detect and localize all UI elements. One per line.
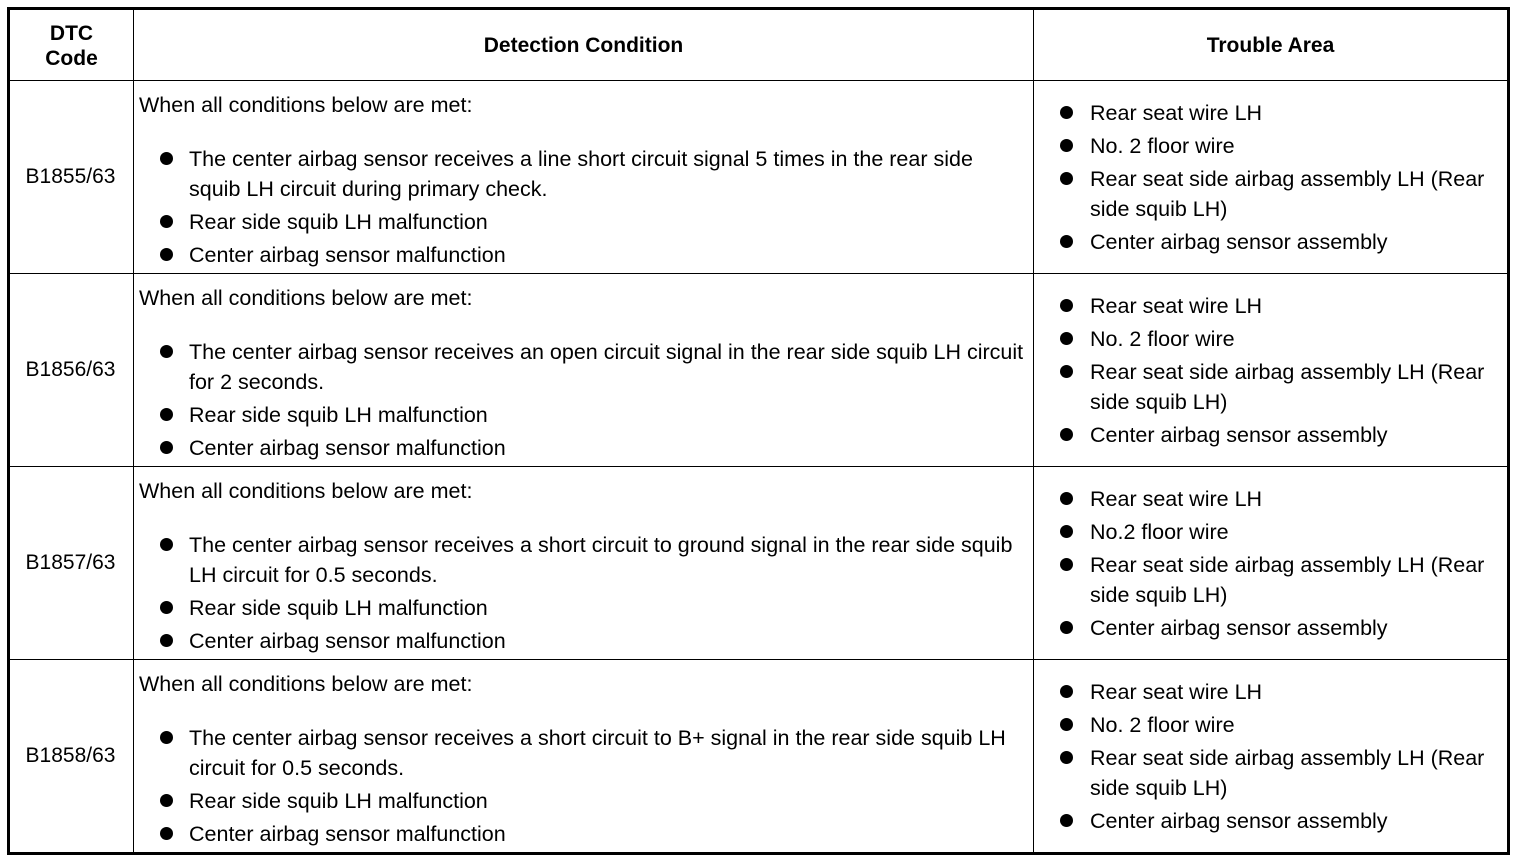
table-row <box>9 660 1509 854</box>
condition-list <box>139 723 1029 849</box>
condition-item: Center airbag sensor malfunction <box>139 240 1029 270</box>
condition-item: The center airbag sensor receives a line short circuit signal 5 times in the rear side squib LH circuit during primary check. <box>139 144 1029 204</box>
trouble-area-item: Center airbag sensor assembly <box>1040 420 1503 450</box>
trouble-area-item: No. 2 floor wire <box>1040 710 1503 740</box>
detection-condition-cell <box>134 467 1034 660</box>
trouble-area-item: Center airbag sensor assembly <box>1040 227 1503 257</box>
condition-intro: When all conditions below are met: <box>139 479 473 503</box>
condition-list <box>139 144 1029 270</box>
header-detection-condition: Detection Condition <box>134 9 1034 81</box>
detection-condition-cell <box>134 81 1034 274</box>
condition-list <box>139 337 1029 463</box>
table-row <box>9 467 1509 660</box>
dtc-code-cell: B1857/63 <box>9 467 134 660</box>
condition-item: Rear side squib LH malfunction <box>139 400 1029 430</box>
condition-item: Rear side squib LH malfunction <box>139 207 1029 237</box>
detection-condition-cell <box>134 274 1034 467</box>
condition-intro: When all conditions below are met: <box>139 672 473 696</box>
trouble-area-cell <box>1034 274 1509 467</box>
condition-intro: When all conditions below are met: <box>139 93 473 117</box>
trouble-area-item: Rear seat side airbag assembly LH (Rear side squib LH) <box>1040 357 1503 417</box>
trouble-area-cell <box>1034 467 1509 660</box>
table-body <box>9 81 1509 854</box>
trouble-area-item: No. 2 floor wire <box>1040 131 1503 161</box>
condition-item: Rear side squib LH malfunction <box>139 593 1029 623</box>
trouble-area-list <box>1040 291 1503 450</box>
header-dtc-code <box>9 9 134 81</box>
header-row <box>9 9 1509 81</box>
condition-item: The center airbag sensor receives a short circuit to ground signal in the rear side squib LH circuit for 0.5 seconds. <box>139 530 1029 590</box>
condition-item: Rear side squib LH malfunction <box>139 786 1029 816</box>
trouble-area-cell <box>1034 660 1509 854</box>
condition-item: Center airbag sensor malfunction <box>139 626 1029 656</box>
trouble-area-item: No.2 floor wire <box>1040 517 1503 547</box>
trouble-area-list <box>1040 677 1503 836</box>
condition-item: The center airbag sensor receives an open circuit signal in the rear side squib LH circuit for 2 seconds. <box>139 337 1029 397</box>
trouble-area-item: Rear seat wire LH <box>1040 677 1503 707</box>
condition-item: Center airbag sensor malfunction <box>139 819 1029 849</box>
trouble-area-item: Rear seat wire LH <box>1040 291 1503 321</box>
trouble-area-item: Rear seat side airbag assembly LH (Rear side squib LH) <box>1040 164 1503 224</box>
trouble-area-list <box>1040 98 1503 257</box>
trouble-area-item: Rear seat side airbag assembly LH (Rear side squib LH) <box>1040 550 1503 610</box>
trouble-area-cell <box>1034 81 1509 274</box>
dtc-code-cell: B1858/63 <box>9 660 134 854</box>
condition-list <box>139 530 1029 656</box>
dtc-table <box>7 7 1510 855</box>
table-row <box>9 274 1509 467</box>
trouble-area-item: Center airbag sensor assembly <box>1040 613 1503 643</box>
header-trouble-area: Trouble Area <box>1034 9 1509 81</box>
trouble-area-list <box>1040 484 1503 643</box>
detection-condition-cell <box>134 660 1034 854</box>
table-row <box>9 81 1509 274</box>
condition-item: The center airbag sensor receives a short circuit to B+ signal in the rear side squib LH circuit for 0.5 seconds. <box>139 723 1029 783</box>
header-dtc-code-line1: DTC <box>49 22 94 45</box>
trouble-area-item: No. 2 floor wire <box>1040 324 1503 354</box>
header-dtc-code-line2: Code <box>45 47 98 70</box>
condition-item: Center airbag sensor malfunction <box>139 433 1029 463</box>
dtc-code-cell: B1855/63 <box>9 81 134 274</box>
trouble-area-item: Rear seat wire LH <box>1040 98 1503 128</box>
condition-intro: When all conditions below are met: <box>139 286 473 310</box>
trouble-area-item: Center airbag sensor assembly <box>1040 806 1503 836</box>
trouble-area-item: Rear seat side airbag assembly LH (Rear side squib LH) <box>1040 743 1503 803</box>
dtc-code-cell: B1856/63 <box>9 274 134 467</box>
trouble-area-item: Rear seat wire LH <box>1040 484 1503 514</box>
